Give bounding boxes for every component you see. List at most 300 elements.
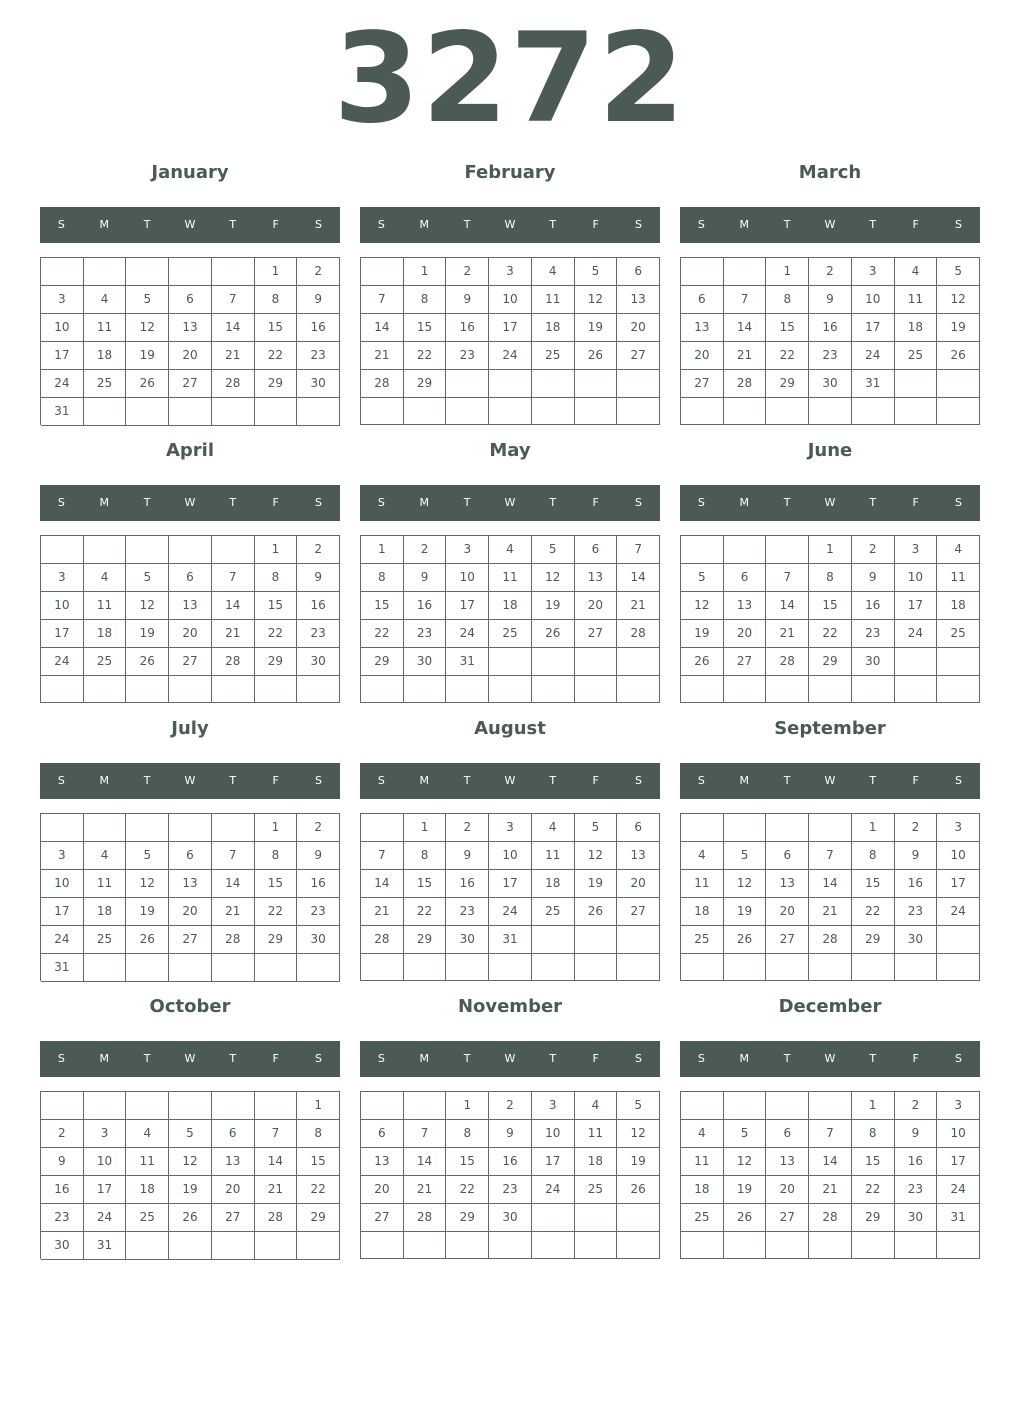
empty-cell xyxy=(617,370,660,398)
day-cell: 6 xyxy=(575,536,618,564)
day-cell: 7 xyxy=(212,564,255,592)
day-cell: 3 xyxy=(895,536,938,564)
day-cell: 11 xyxy=(681,1148,724,1176)
day-cell: 14 xyxy=(809,1148,852,1176)
day-grid xyxy=(680,535,980,703)
weekday-label: S xyxy=(954,774,962,787)
day-cell: 8 xyxy=(404,286,447,314)
weekday-label: T xyxy=(869,1052,877,1065)
empty-cell xyxy=(681,954,724,981)
day-grid xyxy=(680,257,980,425)
day-cell: 29 xyxy=(766,370,809,398)
empty-cell xyxy=(404,1092,447,1120)
day-cell: 24 xyxy=(895,620,938,648)
empty-cell xyxy=(937,1232,980,1259)
day-cell: 19 xyxy=(617,1148,660,1176)
day-cell: 9 xyxy=(489,1120,532,1148)
day-cell: 27 xyxy=(766,926,809,954)
day-cell: 5 xyxy=(681,564,724,592)
weekday-label: M xyxy=(739,496,750,509)
empty-cell xyxy=(532,1232,575,1259)
day-grid xyxy=(40,535,340,703)
day-cell: 20 xyxy=(361,1176,404,1204)
empty-cell xyxy=(895,1232,938,1259)
empty-cell xyxy=(809,1092,852,1120)
day-cell: 13 xyxy=(766,870,809,898)
day-cell: 27 xyxy=(575,620,618,648)
day-cell: 3 xyxy=(532,1092,575,1120)
weekday-label: S xyxy=(57,496,65,509)
day-cell: 27 xyxy=(212,1204,255,1232)
day-cell: 31 xyxy=(41,954,84,982)
day-cell: 9 xyxy=(297,564,340,592)
day-cell: 7 xyxy=(361,286,404,314)
weekday-label: S xyxy=(314,496,322,509)
day-cell: 15 xyxy=(255,314,298,342)
empty-cell xyxy=(809,1232,852,1259)
day-cell: 31 xyxy=(852,370,895,398)
day-cell: 4 xyxy=(681,1120,724,1148)
empty-cell xyxy=(809,676,852,703)
day-cell: 3 xyxy=(41,564,84,592)
day-cell: 30 xyxy=(895,926,938,954)
day-cell: 5 xyxy=(575,814,618,842)
weekday-label: T xyxy=(869,218,877,231)
day-cell: 14 xyxy=(361,870,404,898)
day-cell: 2 xyxy=(852,536,895,564)
day-cell: 23 xyxy=(446,342,489,370)
day-cell: 12 xyxy=(617,1120,660,1148)
month-name: November xyxy=(457,996,563,1017)
day-cell: 5 xyxy=(126,564,169,592)
empty-cell xyxy=(404,954,447,981)
empty-cell xyxy=(852,676,895,703)
weekday-label: W xyxy=(184,774,196,787)
weekday-header xyxy=(40,485,340,521)
empty-cell xyxy=(41,814,84,842)
day-cell: 7 xyxy=(255,1120,298,1148)
empty-cell xyxy=(489,648,532,676)
day-cell: 5 xyxy=(126,286,169,314)
day-cell: 10 xyxy=(852,286,895,314)
day-cell: 13 xyxy=(617,842,660,870)
day-cell: 3 xyxy=(446,536,489,564)
weekday-label: S xyxy=(697,218,705,231)
day-cell: 12 xyxy=(681,592,724,620)
day-cell: 11 xyxy=(681,870,724,898)
day-cell: 16 xyxy=(404,592,447,620)
weekday-label: S xyxy=(377,496,385,509)
weekday-label: M xyxy=(99,774,110,787)
day-cell: 28 xyxy=(809,926,852,954)
weekday-label: F xyxy=(592,496,599,509)
day-cell: 24 xyxy=(446,620,489,648)
day-cell: 14 xyxy=(361,314,404,342)
empty-cell xyxy=(255,1092,298,1120)
empty-cell xyxy=(575,676,618,703)
weekday-label: F xyxy=(912,496,919,509)
day-cell: 4 xyxy=(575,1092,618,1120)
day-cell: 24 xyxy=(489,342,532,370)
day-cell: 11 xyxy=(84,870,127,898)
day-cell: 4 xyxy=(84,286,127,314)
day-cell: 19 xyxy=(126,898,169,926)
empty-cell xyxy=(766,814,809,842)
weekday-label: W xyxy=(504,1052,516,1065)
day-cell: 29 xyxy=(255,648,298,676)
empty-cell xyxy=(489,676,532,703)
day-cell: 23 xyxy=(852,620,895,648)
weekday-label: T xyxy=(143,1052,151,1065)
weekday-header xyxy=(680,485,980,521)
weekday-label: S xyxy=(634,218,642,231)
day-cell: 29 xyxy=(255,926,298,954)
day-cell: 15 xyxy=(404,870,447,898)
day-grid xyxy=(680,813,980,981)
empty-cell xyxy=(681,1232,724,1259)
day-cell: 1 xyxy=(404,814,447,842)
day-cell: 30 xyxy=(809,370,852,398)
day-cell: 24 xyxy=(41,370,84,398)
day-cell: 3 xyxy=(84,1120,127,1148)
day-cell: 15 xyxy=(852,870,895,898)
weekday-label: T xyxy=(869,496,877,509)
day-cell: 1 xyxy=(852,814,895,842)
day-cell: 4 xyxy=(681,842,724,870)
day-cell: 13 xyxy=(724,592,767,620)
empty-cell xyxy=(212,536,255,564)
day-cell: 3 xyxy=(489,258,532,286)
day-cell: 5 xyxy=(126,842,169,870)
day-cell: 28 xyxy=(212,648,255,676)
weekday-label: S xyxy=(954,1052,962,1065)
empty-cell xyxy=(532,926,575,954)
day-cell: 16 xyxy=(809,314,852,342)
empty-cell xyxy=(41,258,84,286)
day-cell: 15 xyxy=(446,1148,489,1176)
weekday-label: S xyxy=(634,496,642,509)
day-cell: 6 xyxy=(361,1120,404,1148)
day-cell: 20 xyxy=(169,342,212,370)
day-cell: 13 xyxy=(617,286,660,314)
day-cell: 6 xyxy=(766,842,809,870)
empty-cell xyxy=(84,676,127,703)
day-cell: 4 xyxy=(532,258,575,286)
weekday-label: T xyxy=(229,496,237,509)
day-cell: 25 xyxy=(895,342,938,370)
month-name: April xyxy=(165,440,215,461)
day-cell: 26 xyxy=(617,1176,660,1204)
day-cell: 29 xyxy=(404,370,447,398)
day-cell: 3 xyxy=(41,842,84,870)
day-cell: 14 xyxy=(212,592,255,620)
empty-cell xyxy=(617,954,660,981)
day-cell: 30 xyxy=(852,648,895,676)
day-cell: 24 xyxy=(937,1176,980,1204)
day-cell: 31 xyxy=(489,926,532,954)
day-cell: 19 xyxy=(532,592,575,620)
empty-cell xyxy=(361,398,404,425)
day-cell: 13 xyxy=(575,564,618,592)
day-cell: 3 xyxy=(852,258,895,286)
weekday-label: T xyxy=(463,774,471,787)
day-cell: 2 xyxy=(446,258,489,286)
day-cell: 27 xyxy=(617,342,660,370)
day-cell: 27 xyxy=(617,898,660,926)
year-title: 3272 xyxy=(333,7,687,151)
day-cell: 6 xyxy=(681,286,724,314)
day-cell: 8 xyxy=(361,564,404,592)
day-cell: 20 xyxy=(724,620,767,648)
empty-cell xyxy=(617,648,660,676)
day-cell: 10 xyxy=(41,870,84,898)
day-cell: 18 xyxy=(84,342,127,370)
day-cell: 17 xyxy=(895,592,938,620)
day-cell: 21 xyxy=(404,1176,447,1204)
day-cell: 5 xyxy=(937,258,980,286)
empty-cell xyxy=(212,1232,255,1260)
day-cell: 5 xyxy=(724,1120,767,1148)
weekday-header xyxy=(40,1041,340,1077)
day-cell: 7 xyxy=(809,1120,852,1148)
empty-cell xyxy=(169,954,212,982)
empty-cell xyxy=(255,398,298,426)
empty-cell xyxy=(617,1232,660,1259)
empty-cell xyxy=(126,536,169,564)
month-name: December xyxy=(778,996,882,1017)
day-cell: 3 xyxy=(489,814,532,842)
day-cell: 21 xyxy=(212,342,255,370)
day-cell: 3 xyxy=(937,814,980,842)
empty-cell xyxy=(895,648,938,676)
day-cell: 2 xyxy=(489,1092,532,1120)
empty-cell xyxy=(766,954,809,981)
day-cell: 2 xyxy=(809,258,852,286)
weekday-label: S xyxy=(314,218,322,231)
day-cell: 21 xyxy=(766,620,809,648)
day-cell: 12 xyxy=(126,314,169,342)
day-cell: 18 xyxy=(84,898,127,926)
day-cell: 2 xyxy=(297,536,340,564)
day-cell: 17 xyxy=(852,314,895,342)
month-name: January xyxy=(151,162,229,183)
day-cell: 16 xyxy=(489,1148,532,1176)
day-cell: 15 xyxy=(255,592,298,620)
day-cell: 6 xyxy=(617,814,660,842)
day-cell: 9 xyxy=(404,564,447,592)
day-cell: 26 xyxy=(169,1204,212,1232)
day-cell: 22 xyxy=(852,898,895,926)
weekday-label: F xyxy=(272,774,279,787)
day-cell: 16 xyxy=(297,870,340,898)
day-cell: 15 xyxy=(809,592,852,620)
day-cell: 22 xyxy=(766,342,809,370)
day-cell: 9 xyxy=(446,842,489,870)
weekday-label: S xyxy=(697,496,705,509)
day-cell: 14 xyxy=(766,592,809,620)
weekday-label: T xyxy=(869,774,877,787)
empty-cell xyxy=(297,398,340,426)
empty-cell xyxy=(212,258,255,286)
day-cell: 10 xyxy=(937,1120,980,1148)
day-cell: 23 xyxy=(895,898,938,926)
day-cell: 4 xyxy=(895,258,938,286)
day-cell: 12 xyxy=(937,286,980,314)
empty-cell xyxy=(446,676,489,703)
day-cell: 29 xyxy=(361,648,404,676)
day-cell: 28 xyxy=(766,648,809,676)
empty-cell xyxy=(681,258,724,286)
day-cell: 7 xyxy=(809,842,852,870)
day-cell: 8 xyxy=(446,1120,489,1148)
day-cell: 12 xyxy=(575,286,618,314)
month-name: May xyxy=(489,440,531,461)
day-cell: 10 xyxy=(937,842,980,870)
day-cell: 19 xyxy=(681,620,724,648)
day-cell: 20 xyxy=(681,342,724,370)
weekday-label: F xyxy=(272,218,279,231)
month-name: June xyxy=(807,440,853,461)
day-cell: 24 xyxy=(41,926,84,954)
day-cell: 7 xyxy=(617,536,660,564)
day-cell: 27 xyxy=(169,926,212,954)
empty-cell xyxy=(575,954,618,981)
weekday-label: S xyxy=(634,1052,642,1065)
day-cell: 2 xyxy=(895,1092,938,1120)
day-cell: 1 xyxy=(361,536,404,564)
empty-cell xyxy=(617,1204,660,1232)
day-cell: 31 xyxy=(84,1232,127,1260)
day-grid xyxy=(360,813,660,981)
day-cell: 21 xyxy=(361,898,404,926)
day-cell: 8 xyxy=(852,842,895,870)
weekday-label: S xyxy=(634,774,642,787)
day-cell: 28 xyxy=(361,926,404,954)
empty-cell xyxy=(212,954,255,982)
day-cell: 17 xyxy=(41,898,84,926)
empty-cell xyxy=(255,1232,298,1260)
empty-cell xyxy=(84,536,127,564)
empty-cell xyxy=(126,1232,169,1260)
empty-cell xyxy=(895,370,938,398)
day-cell: 10 xyxy=(41,314,84,342)
day-cell: 11 xyxy=(84,314,127,342)
day-cell: 1 xyxy=(404,258,447,286)
day-cell: 21 xyxy=(809,1176,852,1204)
day-cell: 7 xyxy=(766,564,809,592)
day-cell: 28 xyxy=(361,370,404,398)
weekday-label: T xyxy=(549,218,557,231)
day-cell: 19 xyxy=(575,870,618,898)
day-cell: 21 xyxy=(809,898,852,926)
day-cell: 14 xyxy=(617,564,660,592)
month-name: September xyxy=(774,718,886,739)
day-cell: 4 xyxy=(937,536,980,564)
day-cell: 15 xyxy=(297,1148,340,1176)
day-cell: 16 xyxy=(895,870,938,898)
day-cell: 23 xyxy=(489,1176,532,1204)
day-cell: 4 xyxy=(489,536,532,564)
empty-cell xyxy=(126,258,169,286)
empty-cell xyxy=(852,954,895,981)
empty-cell xyxy=(489,954,532,981)
empty-cell xyxy=(404,1232,447,1259)
weekday-label: M xyxy=(419,1052,430,1065)
empty-cell xyxy=(446,954,489,981)
day-cell: 29 xyxy=(404,926,447,954)
weekday-label: M xyxy=(419,496,430,509)
empty-cell xyxy=(852,1232,895,1259)
day-cell: 17 xyxy=(446,592,489,620)
day-cell: 10 xyxy=(489,286,532,314)
day-cell: 25 xyxy=(681,1204,724,1232)
empty-cell xyxy=(446,370,489,398)
empty-cell xyxy=(937,926,980,954)
empty-cell xyxy=(937,398,980,425)
weekday-label: S xyxy=(314,1052,322,1065)
day-grid xyxy=(40,1091,340,1259)
day-cell: 4 xyxy=(126,1120,169,1148)
weekday-label: W xyxy=(824,774,836,787)
day-cell: 15 xyxy=(766,314,809,342)
day-cell: 9 xyxy=(895,1120,938,1148)
weekday-label: S xyxy=(57,1052,65,1065)
empty-cell xyxy=(126,398,169,426)
day-cell: 11 xyxy=(532,842,575,870)
day-cell: 7 xyxy=(212,842,255,870)
day-cell: 16 xyxy=(895,1148,938,1176)
weekday-label: S xyxy=(954,218,962,231)
month-name: March xyxy=(798,162,862,183)
weekday-label: T xyxy=(783,218,791,231)
weekday-label: T xyxy=(229,774,237,787)
weekday-label: S xyxy=(954,496,962,509)
day-cell: 29 xyxy=(255,370,298,398)
weekday-label: T xyxy=(463,496,471,509)
day-cell: 8 xyxy=(766,286,809,314)
empty-cell xyxy=(126,1092,169,1120)
weekday-header xyxy=(680,207,980,243)
day-cell: 22 xyxy=(255,898,298,926)
day-cell: 1 xyxy=(297,1092,340,1120)
empty-cell xyxy=(809,398,852,425)
day-cell: 21 xyxy=(724,342,767,370)
day-cell: 24 xyxy=(532,1176,575,1204)
day-cell: 19 xyxy=(575,314,618,342)
day-cell: 8 xyxy=(255,286,298,314)
day-cell: 30 xyxy=(297,926,340,954)
weekday-label: M xyxy=(739,218,750,231)
day-cell: 12 xyxy=(724,870,767,898)
weekday-label: T xyxy=(229,1052,237,1065)
weekday-label: T xyxy=(463,1052,471,1065)
day-cell: 3 xyxy=(937,1092,980,1120)
day-cell: 17 xyxy=(937,1148,980,1176)
day-cell: 19 xyxy=(724,1176,767,1204)
day-cell: 5 xyxy=(532,536,575,564)
day-cell: 30 xyxy=(297,648,340,676)
empty-cell xyxy=(724,1232,767,1259)
empty-cell xyxy=(169,676,212,703)
weekday-label: M xyxy=(419,774,430,787)
weekday-label: S xyxy=(377,1052,385,1065)
day-cell: 23 xyxy=(297,898,340,926)
weekday-label: W xyxy=(504,218,516,231)
day-cell: 14 xyxy=(255,1148,298,1176)
day-cell: 31 xyxy=(937,1204,980,1232)
day-cell: 18 xyxy=(575,1148,618,1176)
day-grid xyxy=(360,1091,660,1259)
